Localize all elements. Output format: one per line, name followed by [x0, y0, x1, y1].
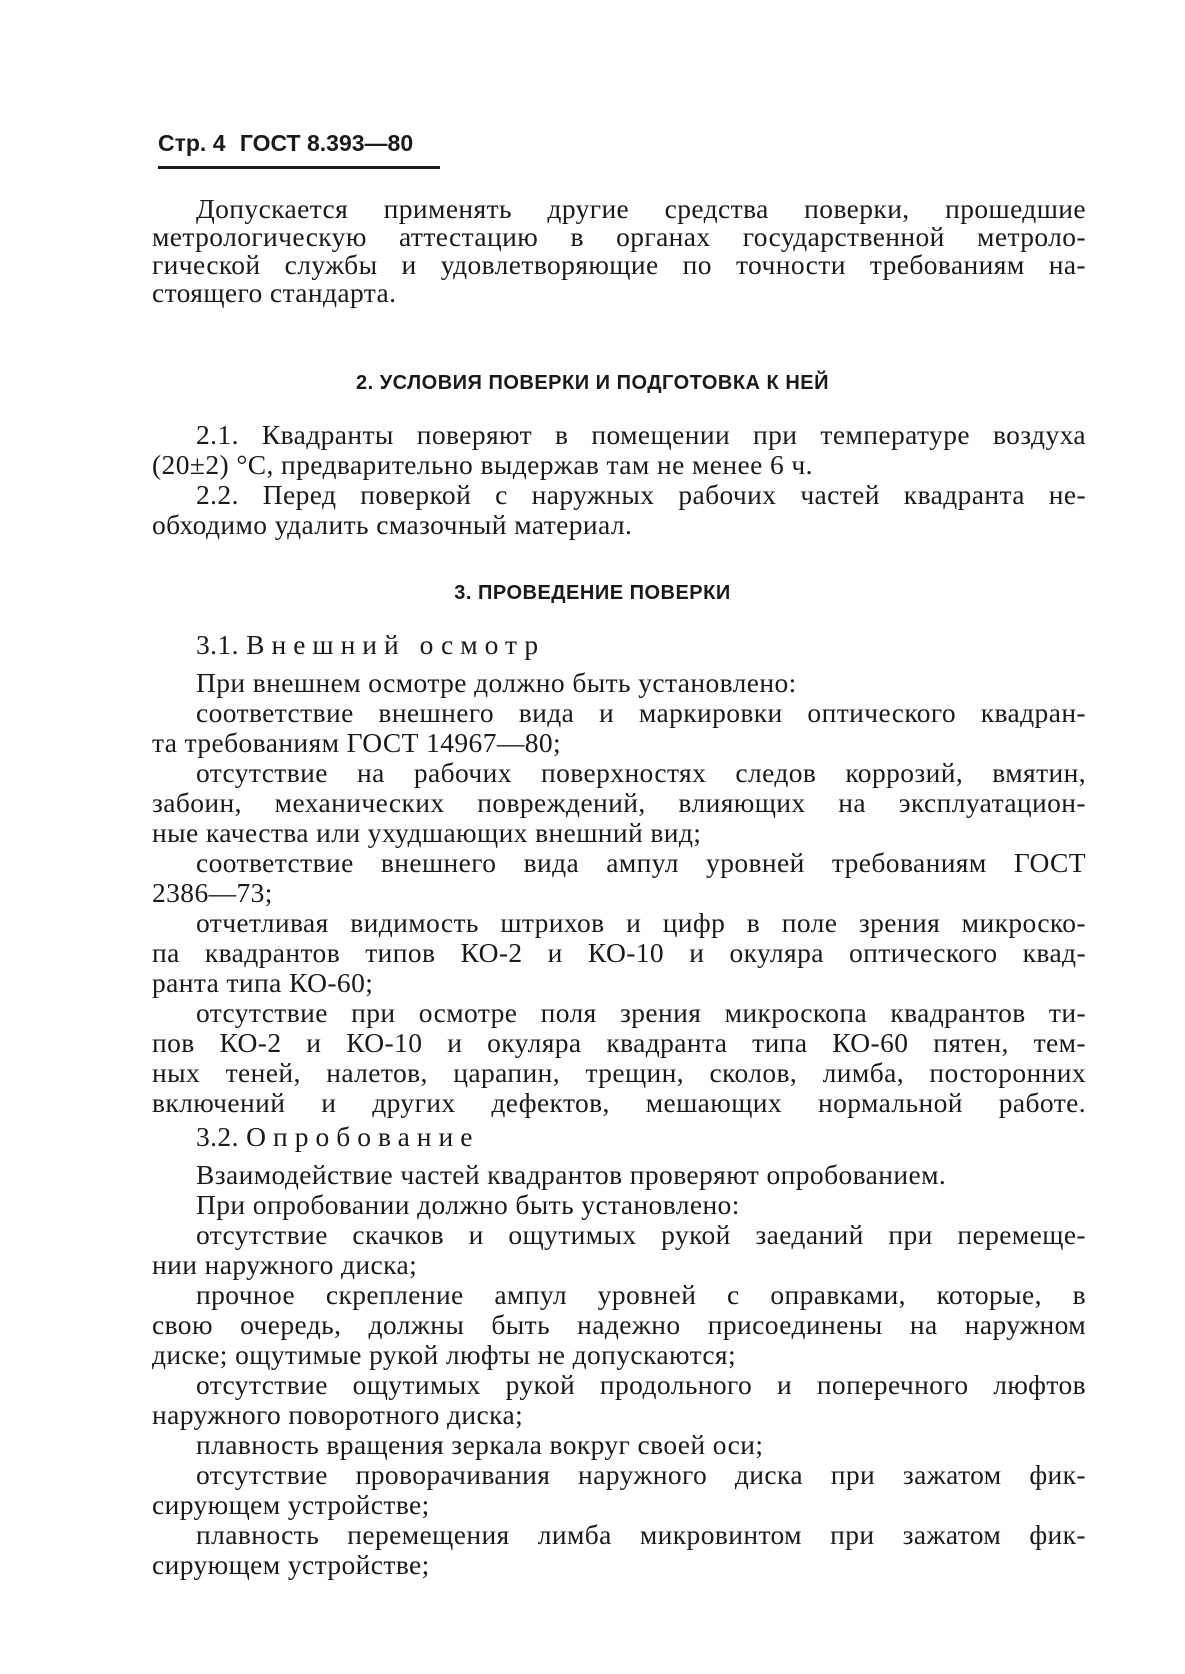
text-line: прочное скрепление ампул уровней с оправками, которые, в: [196, 1279, 1086, 1310]
subsection-name: Внешний осмотр: [246, 629, 546, 660]
text-line: метрологическую аттестацию в органах государственной метроло-: [152, 221, 1086, 252]
text-line: отсутствие на рабочих поверхностях следов коррозий, вмятин,: [196, 757, 1086, 788]
text-line: 2.2. Перед поверкой с наружных рабочих частей квадранта не-: [196, 479, 1086, 510]
text-line: обходимо удалить смазочный материал.: [152, 509, 633, 540]
text-line: соответствие внешнего вида ампул уровней требованиям ГОСТ: [196, 847, 1086, 878]
section-heading: 2. УСЛОВИЯ ПОВЕРКИ И ПОДГОТОВКА К НЕЙ: [356, 372, 829, 394]
text-line: Взаимодействие частей квадрантов проверяют опробованием.: [196, 1159, 947, 1190]
page-number: Стр. 4: [158, 130, 226, 156]
subsection-number: 3.1.: [196, 629, 239, 660]
text-line: та требованиям ГОСТ 14967—80;: [152, 727, 562, 758]
text-line: забоин, механических повреждений, влияющих на эксплуатацион-: [152, 787, 1086, 818]
text-line: Допускается применять другие средства поверки, прошедшие: [196, 193, 1086, 224]
subsection-title: [196, 630, 1086, 660]
text-line: свою очередь, должны быть надежно присоединены на наружном: [152, 1309, 1086, 1340]
page-header: [158, 128, 440, 169]
text-line: При опробовании должно быть установлено:: [196, 1189, 740, 1220]
text-line: 2.1. Квадранты поверяют в помещении при температуре воздуха: [196, 419, 1086, 450]
text-line: стоящего стандарта.: [152, 277, 397, 308]
text-line: па квадрантов типов КО-2 и КО-10 и окуляра оптического квад-: [152, 937, 1086, 968]
subsection-number: 3.2.: [196, 1121, 239, 1152]
text-line: плавность вращения зеркала вокруг своей оси;: [196, 1429, 764, 1460]
section-heading: 3. ПРОВЕДЕНИЕ ПОВЕРКИ: [454, 582, 731, 604]
text-line: нии наружного диска;: [152, 1249, 418, 1280]
text-line: сирующем устройстве;: [152, 1549, 430, 1580]
subsection-title: [196, 1122, 1086, 1152]
text-line: диске; ощутимые рукой люфты не допускаются;: [152, 1339, 737, 1370]
text-line: плавность перемещения лимба микровинтом при зажатом фик-: [196, 1519, 1086, 1550]
text-line: отсутствие скачков и ощутимых рукой заеданий при перемеще-: [196, 1219, 1086, 1250]
text-line: отсутствие при осмотре поля зрения микроскопа квадрантов ти-: [196, 997, 1086, 1028]
text-line: ные качества или ухудшающих внешний вид;: [152, 817, 702, 848]
text-line: пов КО-2 и КО-10 и окуляра квадранта типа КО-60 пятен, тем-: [152, 1027, 1086, 1058]
subsection-name: Опробование: [246, 1121, 480, 1152]
text-line: сирующем устройстве;: [152, 1489, 430, 1520]
text-line: наружного поворотного диска;: [152, 1399, 524, 1430]
text-line: При внешнем осмотре должно быть установлено:: [196, 667, 797, 698]
text-line: гической службы и удовлетворяющие по точности требованиям на-: [152, 249, 1086, 280]
text-line: ранта типа КО-60;: [152, 967, 374, 998]
text-line: включений и других дефектов, мешающих нормальной работе.: [152, 1087, 1086, 1118]
text-line: ных теней, налетов, царапин, трещин, сколов, лимба, посторонних: [152, 1057, 1086, 1088]
text-line: отсутствие ощутимых рукой продольного и поперечного люфтов: [196, 1369, 1086, 1400]
text-line: отсутствие проворачивания наружного диска при зажатом фик-: [196, 1459, 1086, 1490]
text-line: отчетливая видимость штрихов и цифр в поле зрения микроско-: [196, 907, 1086, 938]
text-line: 2386—73;: [152, 877, 273, 908]
text-line: соответствие внешнего вида и маркировки оптического квадран-: [196, 697, 1086, 728]
standard-code: ГОСТ 8.393—80: [239, 130, 414, 156]
text-line: (20±2) °С, предварительно выдержав там не менее 6 ч.: [152, 449, 813, 480]
